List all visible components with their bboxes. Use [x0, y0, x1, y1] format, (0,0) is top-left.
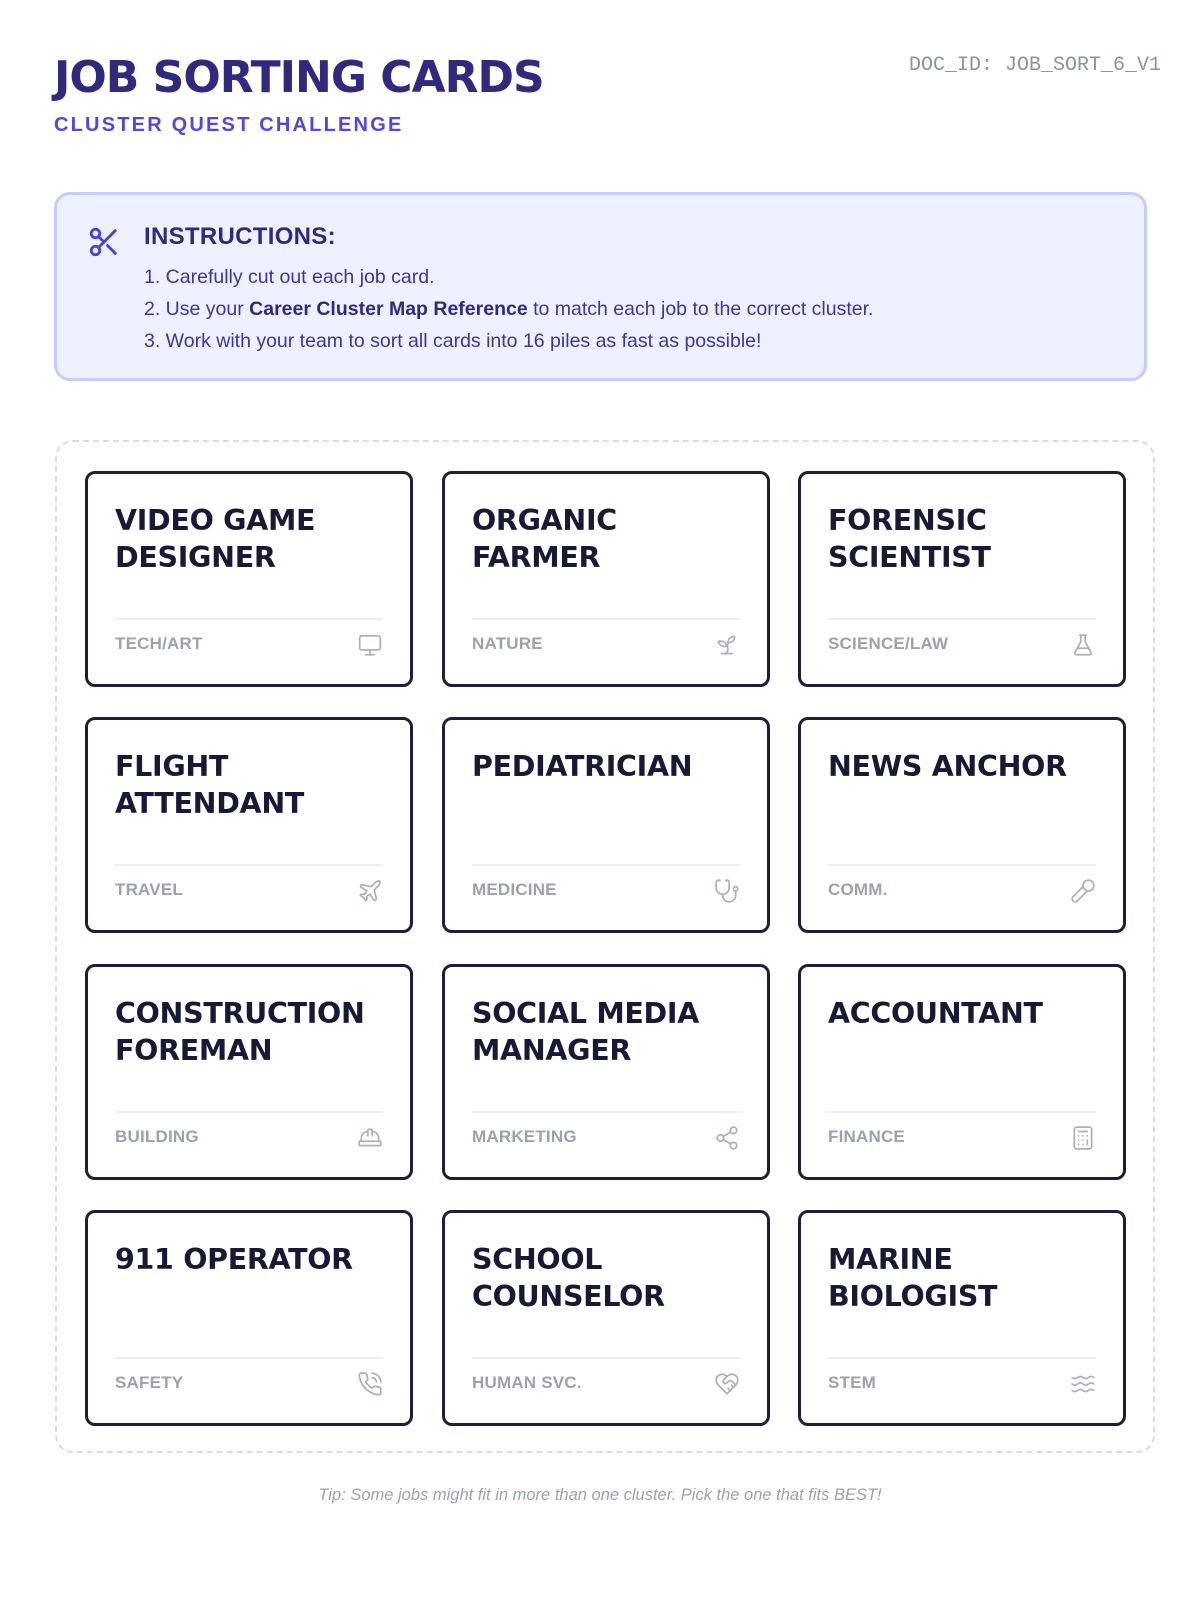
job-cluster: SCIENCE/LAW	[828, 634, 949, 653]
share-icon	[714, 1125, 740, 1151]
job-card[interactable]	[85, 717, 413, 933]
job-title: FORENSIC SCIENTIST	[828, 504, 991, 574]
card-divider	[828, 618, 1096, 620]
scissors-icon	[87, 225, 121, 259]
calculator-icon	[1070, 1125, 1096, 1151]
job-cluster: MARKETING	[472, 1127, 577, 1146]
job-title: SOCIAL MEDIA MANAGER	[472, 997, 699, 1067]
stethoscope-icon	[714, 878, 740, 904]
job-card[interactable]	[798, 1210, 1126, 1426]
job-title: MARINE BIOLOGIST	[828, 1243, 998, 1313]
monitor-icon	[357, 632, 383, 658]
doc-id: DOC_ID: JOB_SORT_6_V1	[908, 54, 1161, 77]
job-title: CONSTRUCTION FOREMAN	[115, 997, 365, 1067]
card-divider	[115, 1111, 383, 1113]
job-card[interactable]	[442, 964, 770, 1180]
card-divider	[472, 1111, 740, 1113]
job-cluster: FINANCE	[828, 1127, 905, 1146]
card-divider	[115, 1357, 383, 1359]
job-card[interactable]	[85, 1210, 413, 1426]
hard-hat-icon	[357, 1125, 383, 1151]
job-card[interactable]	[798, 717, 1126, 933]
sprout-icon	[714, 632, 740, 658]
job-card[interactable]	[85, 964, 413, 1180]
career-cluster-map-reference: Career Cluster Map Reference	[249, 298, 528, 320]
instruction-step-2	[144, 293, 873, 325]
instruction-step-3: 3. Work with your team to sort all cards into 16 piles as fast as possible!	[144, 330, 762, 352]
card-divider	[472, 1357, 740, 1359]
job-title: ORGANIC FARMER	[472, 504, 617, 574]
job-cluster: NATURE	[472, 634, 543, 653]
card-divider	[472, 864, 740, 866]
instruction-step-2-post: to match each job to the correct cluster.	[527, 298, 874, 320]
flask-icon	[1070, 632, 1096, 658]
page-title: JOB SORTING CARDS	[54, 52, 544, 103]
job-cluster: SAFETY	[115, 1373, 184, 1392]
job-title: FLIGHT ATTENDANT	[115, 750, 305, 820]
card-divider	[115, 618, 383, 620]
card-divider	[828, 1111, 1096, 1113]
instructions-body	[144, 223, 873, 357]
job-card[interactable]	[798, 471, 1126, 687]
header	[54, 50, 544, 137]
job-card[interactable]	[442, 471, 770, 687]
phone-call-icon	[357, 1371, 383, 1397]
job-title: ACCOUNTANT	[828, 997, 1043, 1030]
job-title: NEWS ANCHOR	[828, 750, 1067, 783]
instructions-box	[54, 192, 1147, 381]
tip-text: Tip: Some jobs might fit in more than one cluster. Pick the one that fits BEST!	[318, 1486, 882, 1504]
job-cluster: HUMAN SVC.	[472, 1373, 582, 1392]
job-cluster: TECH/ART	[115, 634, 203, 653]
job-cluster: MEDICINE	[472, 880, 557, 899]
instruction-step-1: 1. Carefully cut out each job card.	[144, 266, 435, 288]
job-card[interactable]	[442, 717, 770, 933]
card-divider	[115, 864, 383, 866]
waves-icon	[1070, 1371, 1096, 1397]
card-divider	[828, 864, 1096, 866]
job-title: SCHOOL COUNSELOR	[472, 1243, 665, 1313]
instruction-step-2-pre: 2. Use your	[144, 298, 250, 320]
card-divider	[472, 618, 740, 620]
card-divider	[828, 1357, 1096, 1359]
plane-icon	[357, 878, 383, 904]
heart-handshake-icon	[714, 1371, 740, 1397]
job-card[interactable]	[85, 471, 413, 687]
job-title: PEDIATRICIAN	[472, 750, 693, 783]
job-title: 911 OPERATOR	[115, 1243, 353, 1276]
microphone-icon	[1070, 878, 1096, 904]
job-cluster: STEM	[828, 1373, 877, 1392]
job-title: VIDEO GAME DESIGNER	[115, 504, 316, 574]
job-card[interactable]	[798, 964, 1126, 1180]
instructions-heading: INSTRUCTIONS:	[144, 223, 336, 250]
job-cluster: COMM.	[828, 880, 888, 899]
job-cluster: BUILDING	[115, 1127, 199, 1146]
job-card[interactable]	[442, 1210, 770, 1426]
job-cluster: TRAVEL	[115, 880, 183, 899]
page-subtitle: CLUSTER QUEST CHALLENGE	[54, 114, 404, 136]
